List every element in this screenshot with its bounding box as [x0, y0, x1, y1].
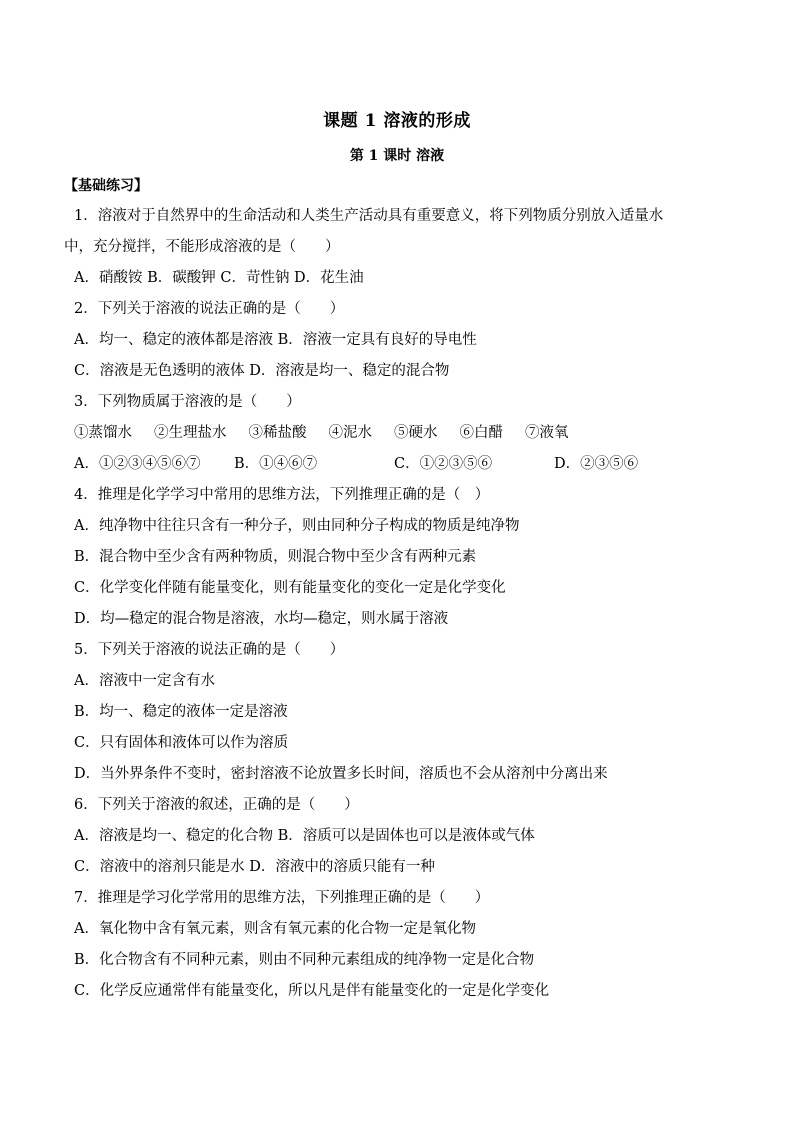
text-line: A．溶液中一定含有水	[74, 673, 215, 689]
text-line: 1．溶液对于自然界中的生命活动和人类生产活动具有重要意义，将下列物质分别放入适量水	[74, 208, 664, 224]
q3-options	[74, 451, 734, 482]
text-line: 6．下列关于溶液的叙述，正确的是（ ）	[74, 797, 359, 813]
question-body	[64, 203, 734, 1009]
q3-item: ⑤硬水	[394, 425, 438, 441]
text-line: C．溶液中的溶剂只能是水 D．溶液中的溶质只能有一种	[74, 859, 435, 875]
q3-item: ④泥水	[328, 425, 372, 441]
text-line: 4．推理是化学学习中常用的思维方法，下列推理正确的是（ ）	[74, 487, 490, 503]
page-subtitle: 第 1 课时 溶液	[349, 148, 445, 164]
text-line: A．纯净物中往往只含有一种分子，则由同种分子构成的物质是纯净物	[74, 518, 520, 534]
text-line: 中，充分搅拌，不能形成溶液的是（ ）	[64, 239, 340, 255]
q3-item: ⑥白醋	[459, 425, 503, 441]
text-line: 2．下列关于溶液的说法正确的是（ ）	[74, 301, 345, 317]
q3-item: ③稀盐酸	[248, 425, 307, 441]
text-line: 5．下列关于溶液的说法正确的是（ ）	[74, 642, 345, 658]
page-title: 课题 1 溶液的形成	[323, 111, 471, 131]
section-heading: 【基础练习】	[64, 178, 148, 194]
text-line: 7．推理是学习化学常用的思维方法，下列推理正确的是（ ）	[74, 890, 490, 906]
text-line: A．均一、稳定的液体都是溶液 B．溶液一定具有良好的导电性	[74, 332, 477, 348]
q3-items	[74, 420, 734, 451]
text-line: C．化学变化伴随有能量变化，则有能量变化的变化一定是化学变化	[74, 580, 506, 596]
q3-option: C．①②③⑤⑥	[394, 456, 493, 472]
text-line: D．均—稳定的混合物是溶液，水均—稳定，则水属于溶液	[74, 611, 449, 627]
text-line: 3．下列物质属于溶液的是（ ）	[74, 394, 301, 410]
text-line: B．化合物含有不同种元素，则由不同种元素组成的纯净物一定是化合物	[74, 952, 535, 968]
q3-option: D．②③⑤⑥	[554, 456, 639, 472]
q3-item: ②生理盐水	[154, 425, 227, 441]
text-line: C．化学反应通常伴有能量变化，所以凡是伴有能量变化的一定是化学变化	[74, 983, 550, 999]
text-line: A．硝酸铵 B．碳酸钾 C．苛性钠 D．花生油	[74, 270, 364, 286]
text-line: B．混合物中至少含有两种物质，则混合物中至少含有两种元素	[74, 549, 477, 565]
text-line: B．均一、稳定的液体一定是溶液	[74, 704, 288, 720]
text-line: C．只有固体和液体可以作为溶质	[74, 735, 289, 751]
text-line: A．溶液是均一、稳定的化合物 B．溶质可以是固体也可以是液体或气体	[74, 828, 535, 844]
q3-item: ⑦液氧	[525, 425, 569, 441]
text-line: C．溶液是无色透明的液体 D．溶液是均一、稳定的混合物	[74, 363, 450, 379]
q3-option: A．①②③④⑤⑥⑦	[74, 456, 201, 472]
q3-item: ①蒸馏水	[74, 425, 132, 441]
q3-option: B．①④⑥⑦	[234, 456, 318, 472]
text-line: A．氧化物中含有氧元素，则含有氧元素的化合物一定是氧化物	[74, 921, 476, 937]
text-line: D．当外界条件不变时，密封溶液不论放置多长时间，溶质也不会从溶剂中分离出来	[74, 766, 608, 782]
